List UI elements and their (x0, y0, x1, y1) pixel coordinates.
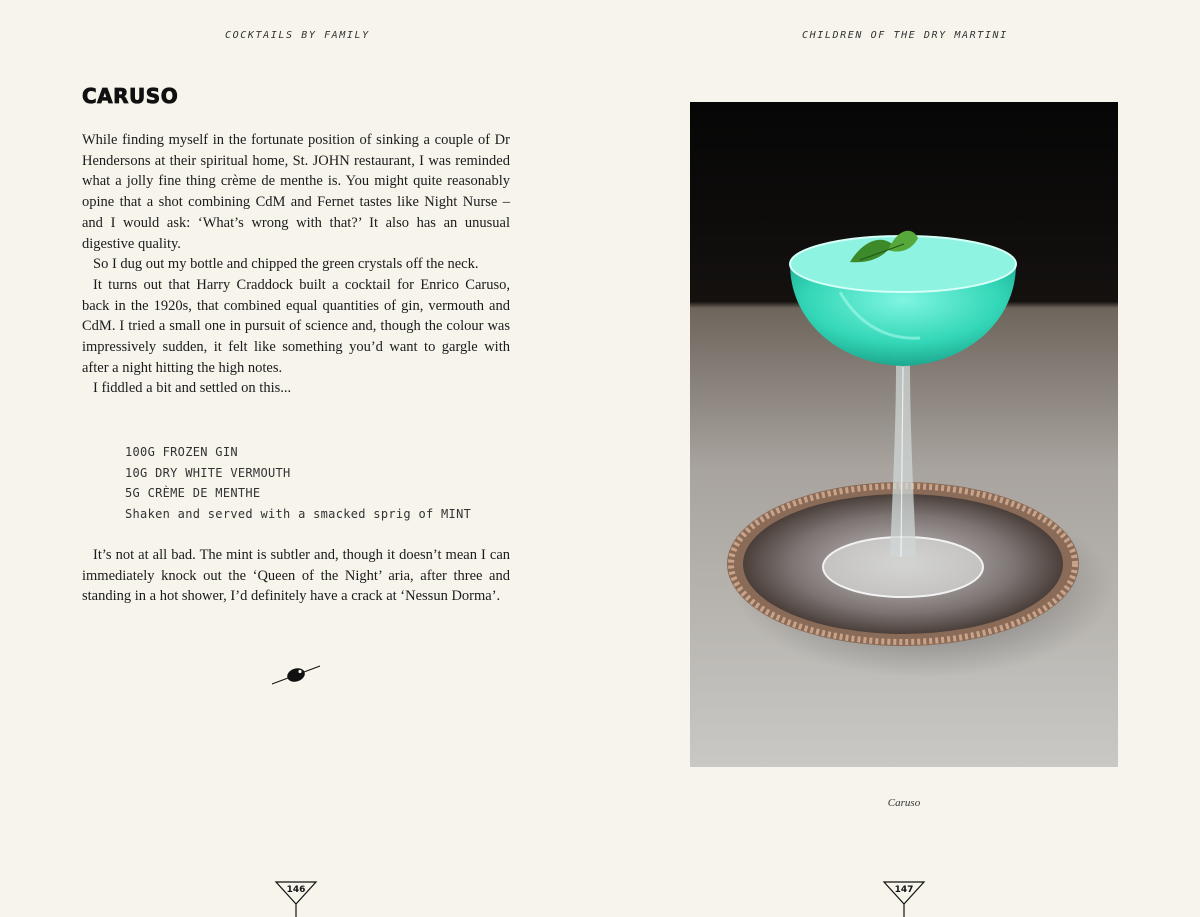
running-head-right: CHILDREN OF THE DRY MARTINI (802, 30, 1008, 41)
paragraph: So I dug out my bottle and chipped the green crystals off the neck. (93, 256, 479, 273)
recipe-title: CARUSO (82, 84, 179, 108)
olive-on-pick-icon (270, 660, 322, 693)
ingredient-line: 5G CRÈME DE MENTHE (125, 486, 261, 501)
recipe-ingredients (125, 442, 471, 525)
ingredient-line: 10G DRY WHITE VERMOUTH (125, 465, 291, 480)
right-page (600, 0, 1200, 917)
page-number-right (882, 880, 926, 917)
photo-caption: Caruso (887, 797, 921, 809)
cocktail-photo (690, 102, 1118, 767)
ingredient-line: 100G FROZEN GIN (125, 445, 238, 459)
paragraph: It turns out that Harry Craddock built a cocktail for Enrico Caruso, back in the 1920s, that combined equal quantities of gin, vermouth and CdM. I tried a small one in pursuit of science and, though the colour was impressively sudden, it felt like something you’d want to gargle with after a night hitting the high notes. (82, 276, 510, 376)
paragraph: It’s not at all bad. The mint is subtler and, though it doesn’t mean I can immediately knock out the ‘Queen of the Night’ aria, after three and standing in a hot shower, I’d definitely have a crack at ‘Nessun Dorma’. (82, 547, 510, 605)
running-head-left: COCKTAILS BY FAMILY (225, 30, 370, 41)
page-number-left (274, 880, 318, 917)
method-line: Shaken and served with a smacked sprig of MINT (125, 507, 472, 522)
page-number-text: 146 (286, 885, 306, 895)
closing-text (82, 545, 510, 607)
paragraph: I fiddled a bit and settled on this... (93, 380, 292, 397)
paragraph: While finding myself in the fortunate position of sinking a couple of Dr Hendersons at their spiritual home, St. JOHN restaurant, I was reminded what a jolly fine thing crème de menthe is. You might quite reasonably opine that a shot combining CdM and Fernet tastes like Night Nurse – and I would ask: ‘What’s wrong with that?’ It also has an unusual digestive quality. (82, 132, 510, 252)
body-text (82, 130, 510, 399)
page-number-text: 147 (894, 885, 914, 895)
